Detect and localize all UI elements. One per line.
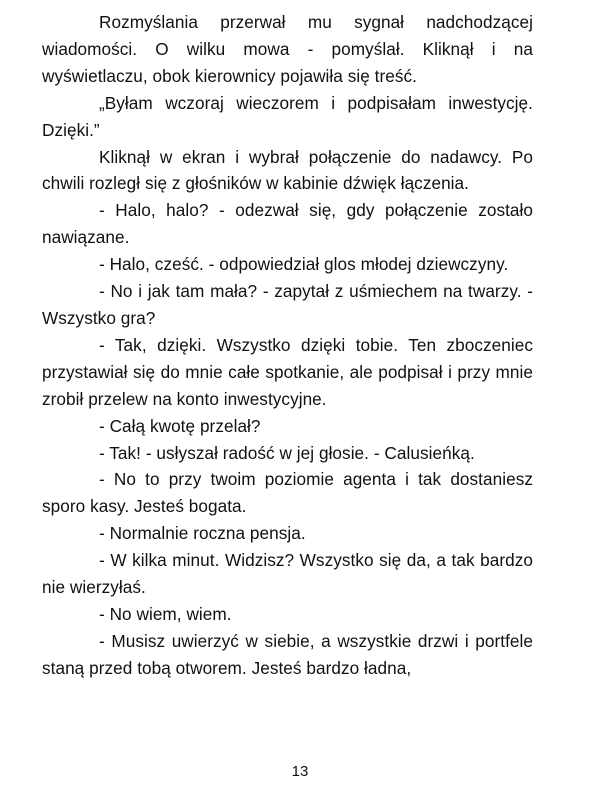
paragraph-10: - No to przy twoim poziomie agenta i tak dostaniesz sporo kasy. Jesteś bogata. <box>42 469 533 517</box>
paragraph-1: Rozmyślania przerwał mu sygnał nadchodzącej wiadomości. O wilku mowa - pomyślał. Kliknął i na wyświetlaczu, obok kierownicy pojawiła się treść. <box>42 12 533 86</box>
paragraph-3: Kliknął w ekran i wybrał połączenie do nadawcy. Po chwili rozległ się z głośników w kabinie dźwięk łączenia. <box>42 146 533 194</box>
paragraph-14: - Musisz uwierzyć w siebie, a wszystkie drzwi i portfele staną przed tobą otworem. Jesteś bardzo ładna, <box>42 630 533 678</box>
paragraph-8: - Całą kwotę przelał? <box>99 415 261 436</box>
page-number: 13 <box>291 763 309 780</box>
paragraph-2: „Byłam wczoraj wieczorem i podpisałam inwestycję. Dzięki.” <box>42 92 533 140</box>
paragraph-5: - Halo, cześć. - odpowiedział glos młodej dziewczyny. <box>99 254 509 275</box>
paragraph-6: - No i jak tam mała? - zapytał z uśmiechem na twarzy. - Wszystko gra? <box>42 281 533 328</box>
paragraph-13: - No wiem, wiem. <box>99 603 232 624</box>
paragraph-11: - Normalnie roczna pensja. <box>99 523 306 544</box>
body-text <box>42 9 533 682</box>
paragraph-9: - Tak! - usłyszał radość w jej głosie. - Calusieńką. <box>99 442 475 463</box>
paragraph-4: - Halo, halo? - odezwał się, gdy połączenie zostało nawiązane. <box>42 200 533 248</box>
paragraph-12: - W kilka minut. Widzisz? Wszystko się da, a tak bardzo nie wierzyłaś. <box>42 550 533 598</box>
paragraph-7: - Tak, dzięki. Wszystko dzięki tobie. Ten zboczeniec przystawiał się do mnie całe spotkanie, ale podpisał i przy mnie zrobił przelew na konto inwestycyjne. <box>42 334 533 409</box>
